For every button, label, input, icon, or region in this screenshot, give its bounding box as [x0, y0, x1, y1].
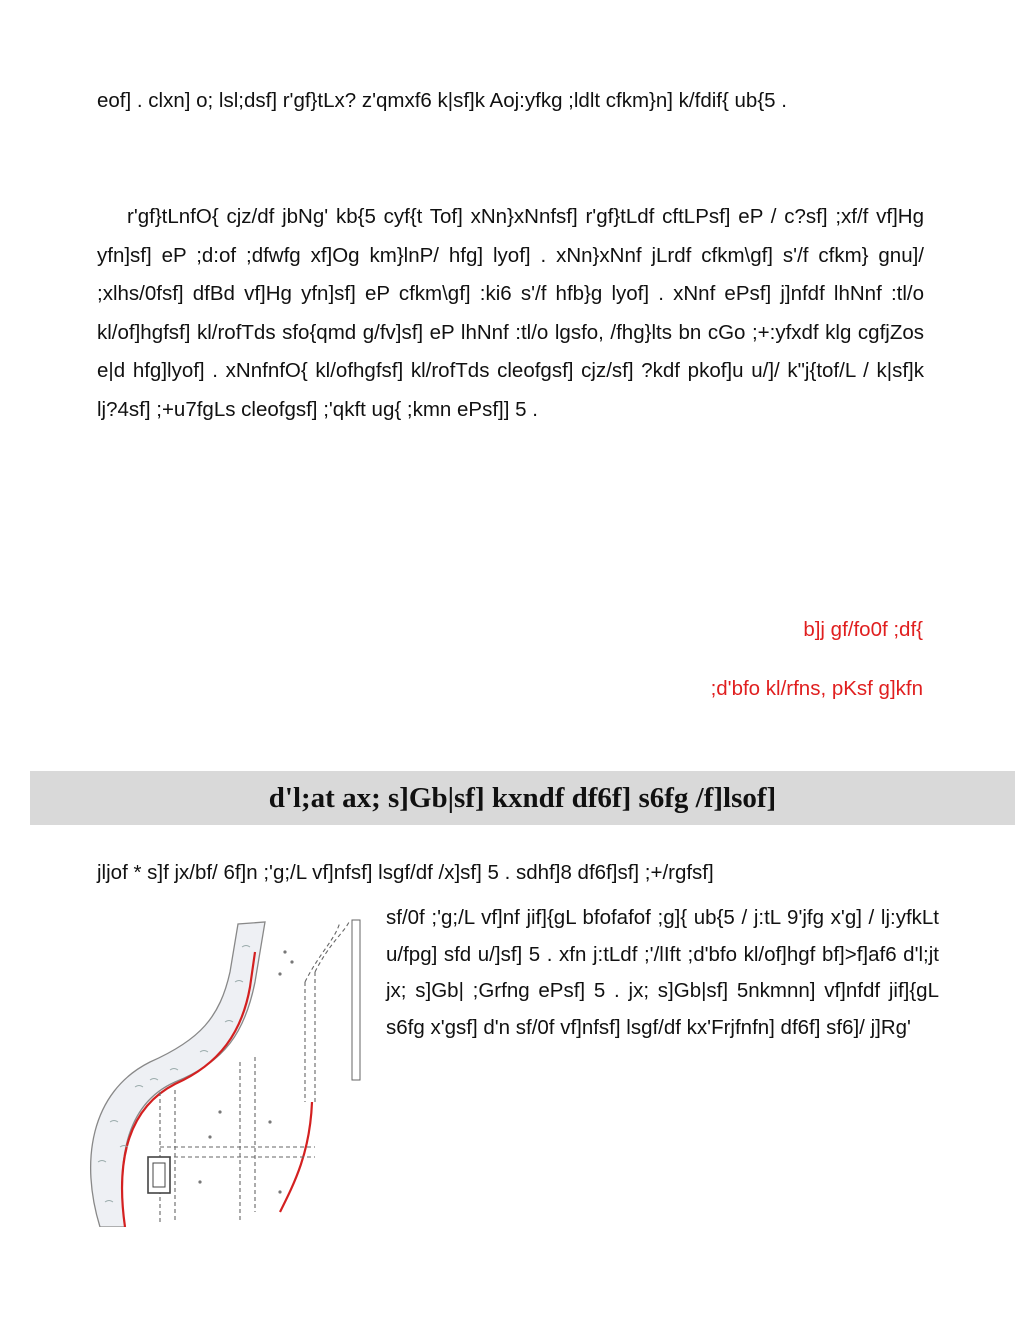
sketch-map-drawing: [80, 912, 380, 1227]
map-edge-bar: [352, 920, 360, 1080]
sketch-map-figure: [80, 912, 380, 1227]
paragraph-case-continued: sf/0f ;'g;/L vf]nf jif]{gL bfofafof ;g]{ ub{5 / j:tL 9'jfg x'g] / lj:yfkLt u/fpg] sfd u/]sf] 5 . xfn j:tLdf ;'/lIft ;d'bfo kl/of]hgf bf]>f]af6 d'l;jt jx; s]Gb| ;Grfng ePsf] 5 . jx; s]Gb|sf] 5nkmnn] vf]nfdf jif]{gL s6fg x'gsf] d'n sf/0f vf]nfsf] lsgf/df kx'Frjfnfn] df6f] sf6]/ j]Rg': [386, 906, 939, 1039]
section-title: d'l;at ax; s]Gb|sf] kxndf df6f] s6fg /f]lsof]: [268, 782, 777, 814]
paragraph-case-first-line: jljof * s]f jx/bf/ 6f]n ;'g;/L vf]nfsf] lsgf/df /x]sf] 5 . sdhf]8 df6f]sf] ;+/rgfsf]: [97, 861, 714, 884]
paragraph-body: r'gf}tLnfO{ cjz/df jbNg' kb{5 cyf{t Tof] xNn}xNnfsf] r'gf}tLdf cftLPsf] eP / c?sf] ;xf/f vf]Hg yfn]sf] eP ;d:of ;dfwfg xf]Og km}lnP/ hfg] lyof] . xNn}xNnf jLrdf cfkm\gf] s'/f cfkm} gnu]/ ;xlhs/0fsf] dfBd vf]Hg yfn]sf] eP cfkm\gf] :ki6 s'/f hfb}g lyof] . xNnf ePsf] j]nfdf lhNnf :tl/o kl/of]hgfsf] kl/rofTds sfo{qmd g/fv]sf] eP lhNnf :tl/o lgsfo, /fhg}lts bn cGo ;+:yfxdf klg cgfjZos e|d hfg]lyof] . xNnfnfO{ kl/ofhgfsf] kl/rofTds cleofgsf] cjz/sf] ?kdf pkof]u u/]/ k"j{tof/L / k|sf]k lj?4sf] ;+u7fgLs cleofgsf] ;'qkft ug{ ;kmn ePsf]] 5 .: [97, 205, 924, 421]
signature-name: b]j gf/fo0f ;df{: [803, 618, 923, 641]
section-heading-band: [30, 771, 1015, 825]
signature-role: ;d'bfo kl/rfns, pKsf g]kfn: [710, 677, 923, 700]
building-block: [148, 1157, 170, 1193]
river-band-outer: [91, 922, 265, 1227]
paragraph-intro: eof] . clxn] o; lsl;dsf] r'gf}tLx? z'qmxf6 k|sf]k Aoj:yfkg ;ldlt cfkm}n] k/fdif{ ub{5 .: [97, 89, 787, 112]
